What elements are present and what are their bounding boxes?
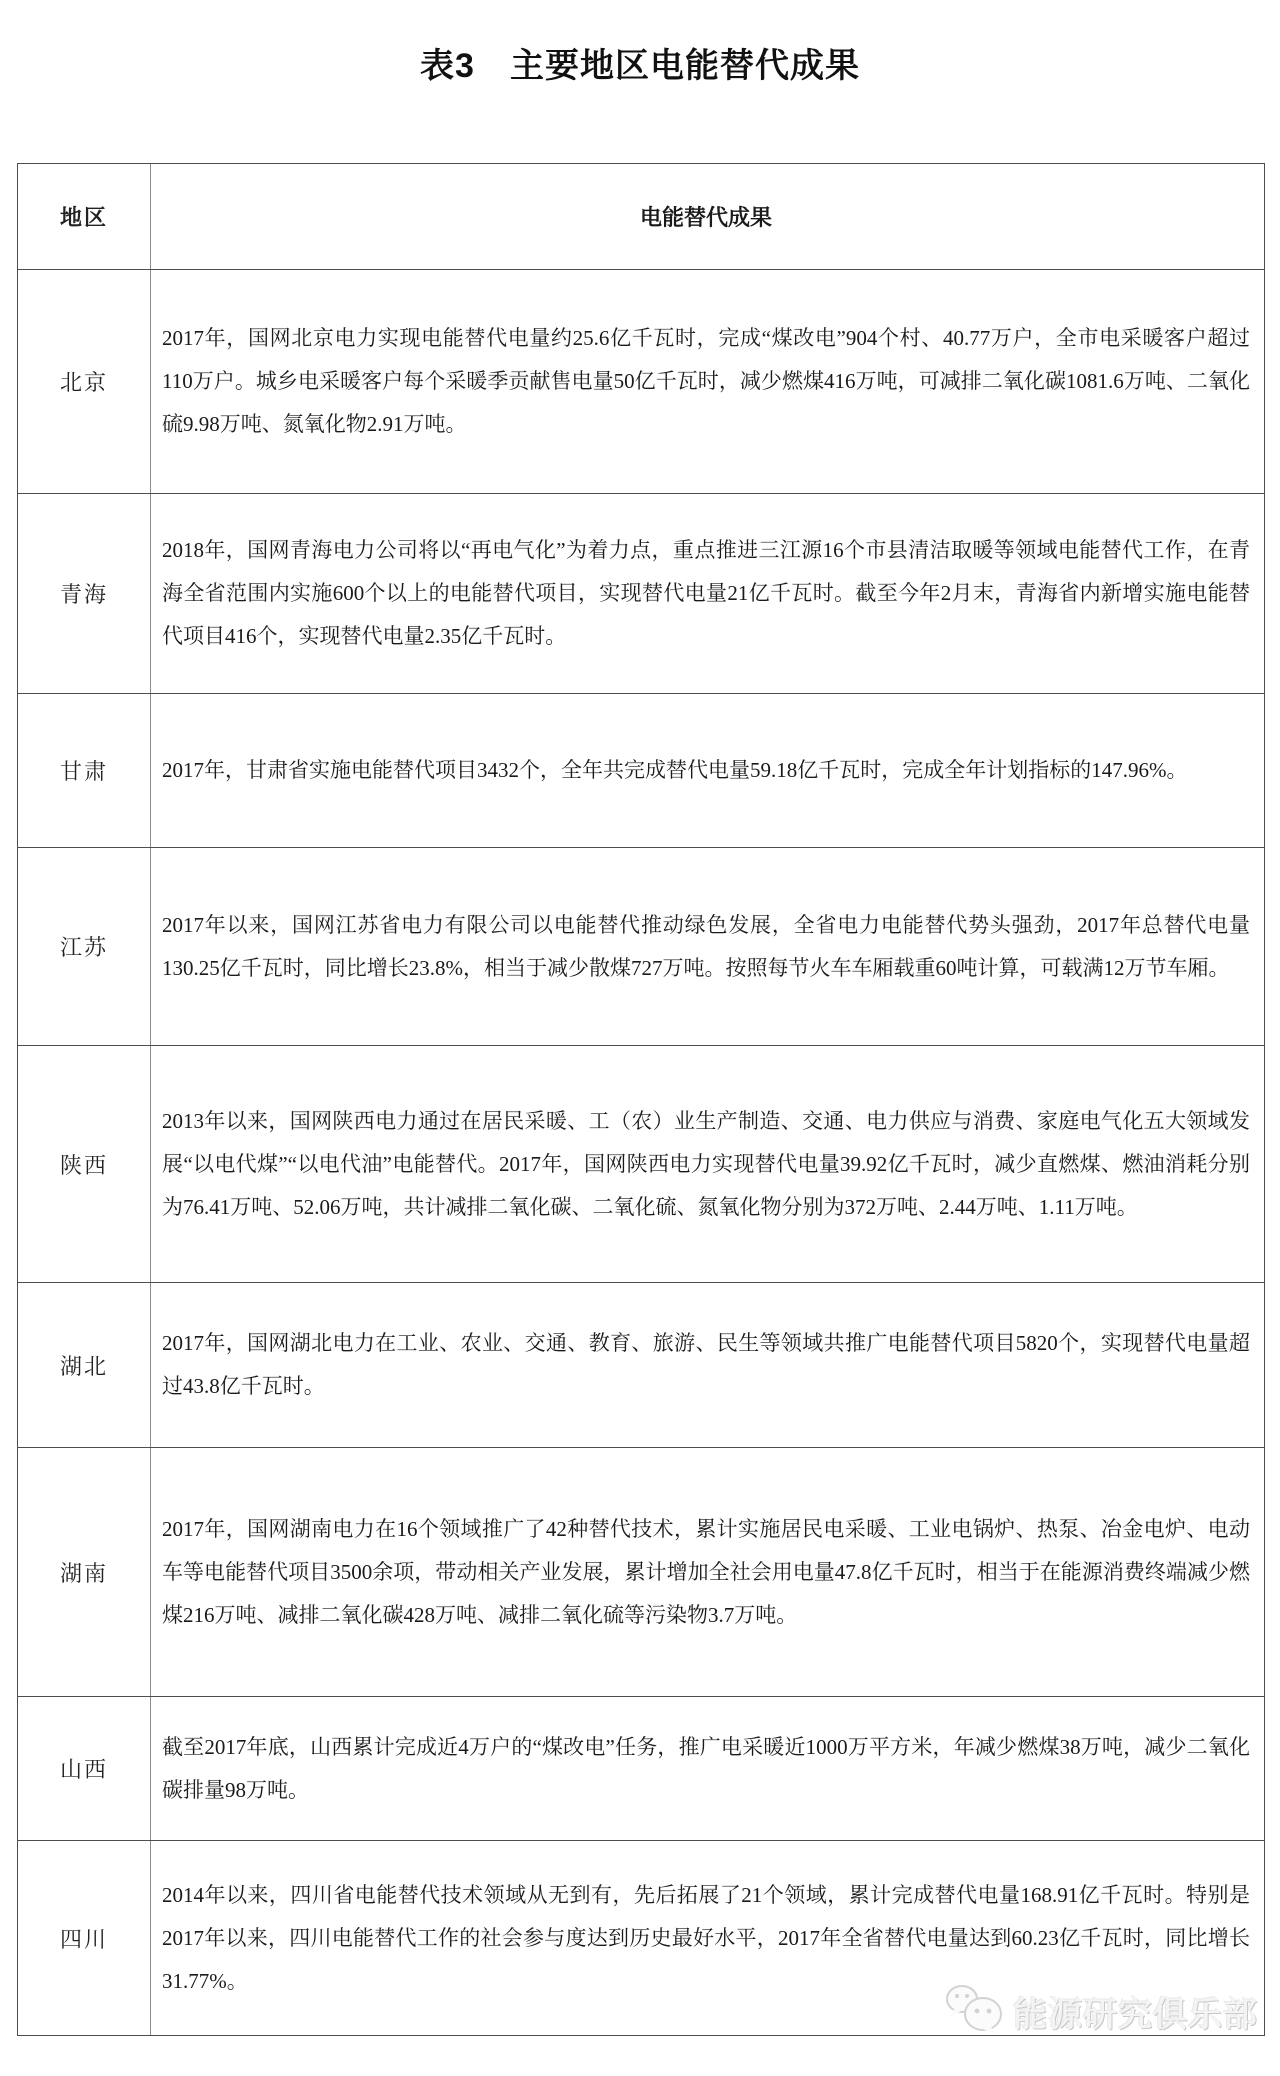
watermark: [945, 1982, 1258, 2041]
result-cell: [151, 494, 1264, 693]
table-row-beijing: [18, 269, 1264, 493]
result-cell: [151, 694, 1264, 847]
result-text: 2017年，国网湖南电力在16个领域推广了42种替代技术，累计实施居民电采暖、工业电锅炉、热泵、冶金电炉、电动车等电能替代项目3500余项，带动相关产业发展，累计增加全社会用电量47.8亿千瓦时，相当于在能源消费终端减少燃煤216万吨、减排二氧化碳428万吨、减排二氧化硫等污染物3.7万吨。: [162, 1516, 1250, 1627]
result-text: 2017年，国网北京电力实现电能替代电量约25.6亿千瓦时，完成“煤改电”904个村、40.77万户，全市电采暖客户超过110万户。城乡电采暖客户每个采暖季贡献售电量50亿千瓦时，减少燃煤416万吨，可减排二氧化碳1081.6万吨、二氧化硫9.98万吨、氮氧化物2.91万吨。: [162, 326, 1250, 436]
table-row-shanxi: [18, 1696, 1264, 1840]
result-cell: [151, 1697, 1264, 1840]
header-result-label: 电能替代成果: [639, 205, 772, 230]
table-row-hubei: [18, 1282, 1264, 1447]
result-text: 截至2017年底，山西累计完成近4万户的“煤改电”任务，推广电采暖近1000万平方米，年减少燃煤38万吨，减少二氧化碳排量98万吨。: [162, 1734, 1250, 1802]
table-row-gansu: [18, 693, 1264, 847]
table-row-hunan: [18, 1447, 1264, 1696]
watermark-label: 能源研究俱乐部: [1013, 1996, 1258, 2034]
result-text: 2018年，国网青海电力公司将以“再电气化”为着力点，重点推进三江源16个市县清洁取暖等领域电能替代工作，在青海全省范围内实施600个以上的电能替代项目，实现替代电量21亿千瓦时。截至今年2月末，青海省内新增实施电能替代项目416个，实现替代电量2.35亿千瓦时。: [162, 538, 1250, 648]
header-cell-region: 地区: [18, 164, 151, 269]
table-title: 表3 主要地区电能替代成果: [420, 47, 860, 85]
result-text: 2014年以来，四川省电能替代技术领域从无到有，先后拓展了21个领域，累计完成替代电量168.91亿千瓦时。特别是2017年以来，四川电能替代工作的社会参与度达到历史最好水平，2017年全省替代电量达到60.23亿千瓦时，同比增长31.77%。: [162, 1882, 1250, 1993]
table-row-qinghai: [18, 493, 1264, 693]
region-cell: 青海: [18, 494, 151, 693]
results-table: [17, 163, 1265, 2036]
region-cell: 山西: [18, 1697, 151, 1840]
table-row-shaanxi: [18, 1045, 1264, 1282]
table-row-jiangsu: [18, 847, 1264, 1045]
region-cell: 江苏: [18, 848, 151, 1045]
result-cell: [151, 1448, 1264, 1696]
region-cell: 湖北: [18, 1283, 151, 1447]
header-cell-result: [151, 164, 1264, 269]
region-cell: 湖南: [18, 1448, 151, 1696]
result-text: 2017年，国网湖北电力在工业、农业、交通、教育、旅游、民生等领域共推广电能替代项目5820个，实现替代电量超过43.8亿千瓦时。: [162, 1331, 1250, 1398]
table-header-row: [18, 164, 1264, 269]
result-cell: [151, 848, 1264, 1045]
result-cell: [151, 1046, 1264, 1282]
region-cell: 甘肃: [18, 694, 151, 847]
region-cell: 四川: [18, 1841, 151, 2035]
region-cell: 北京: [18, 270, 151, 493]
wechat-bubbles-icon: [945, 1982, 1007, 2041]
result-cell: [151, 1283, 1264, 1447]
result-text: 2017年以来，国网江苏省电力有限公司以电能替代推动绿色发展，全省电力电能替代势头强劲，2017年总替代电量130.25亿千瓦时，同比增长23.8%，相当于减少散煤727万吨。按照每节火车车厢载重60吨计算，可载满12万节车厢。: [162, 912, 1250, 980]
result-cell: [151, 270, 1264, 493]
result-text: 2017年，甘肃省实施电能替代项目3432个，全年共完成替代电量59.18亿千瓦时，完成全年计划指标的147.96%。: [162, 758, 1188, 782]
region-cell: 陕西: [18, 1046, 151, 1282]
result-text: 2013年以来，国网陕西电力通过在居民采暖、工（农）业生产制造、交通、电力供应与消费、家庭电气化五大领域发展“以电代煤”“以电代油”电能替代。2017年，国网陕西电力实现替代电量39.92亿千瓦时，减少直燃煤、燃油消耗分别为76.41万吨、52.06万吨，共计减排二氧化碳、二氧化硫、氮氧化物分别为372万吨、2.44万吨、1.11万吨。: [162, 1108, 1250, 1219]
